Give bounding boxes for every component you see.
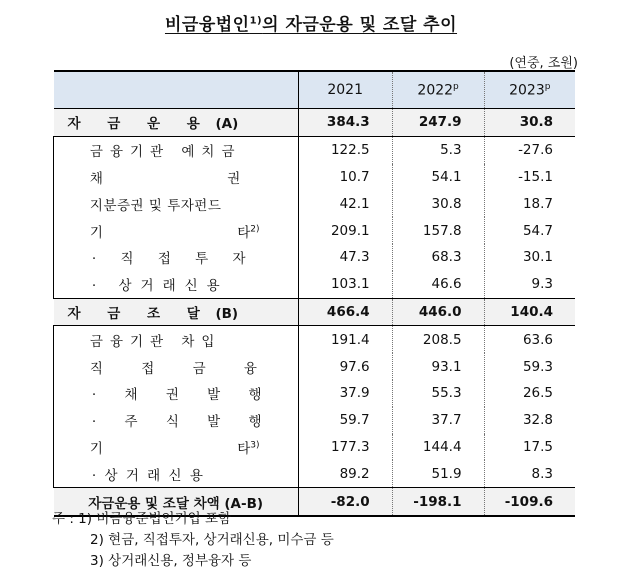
- table-row: · 직 접 투 자 47.3 68.3 30.1: [54, 244, 576, 271]
- footnote-3: 3) 상거래신용, 정부융자 등: [90, 553, 252, 569]
- header-2023: 2023$^p$: [484, 71, 575, 109]
- table-row: 기 타$^{3)}$ 177.3 144.4 17.5: [54, 434, 576, 461]
- row-label: 기 타: [89, 224, 251, 241]
- row-suffix: (A): [215, 116, 239, 133]
- row-label: · 채 권 발 행: [91, 387, 262, 404]
- title-rest: 의 자금운용 및 조달 추이: [262, 15, 458, 35]
- table-row: · 상 거 래 신 용 89.2 51.9 8.3: [54, 460, 576, 487]
- footnote-2: 2) 현금, 직접투자, 상거래신용, 미수금 등: [90, 532, 334, 548]
- footnote-1: 주 : 1) 비금융준법인기업 포함: [52, 511, 232, 527]
- row-label: 금융기관 예치금: [89, 144, 242, 161]
- row-label: 채 권: [89, 170, 241, 187]
- row-label: 금융기관 차입: [89, 333, 222, 350]
- table-row: 지분증권 및 투자펀드 42.1 30.8 18.7: [54, 190, 576, 217]
- row-label: 자 금 조 달: [67, 305, 211, 322]
- table-row: 채 권 10.7 54.1 -15.1: [54, 164, 576, 191]
- row-label: 지분증권 및 투자펀드: [89, 197, 222, 214]
- row-label: 직 접 금 융: [89, 360, 257, 377]
- header-2021: 2021: [298, 71, 392, 109]
- row-label: 자 금 운 용: [67, 116, 211, 133]
- table-row-total: 자금운용 및 조달 차액 (A-B) -82.0 -198.1 -109.6: [54, 488, 576, 516]
- table-row: 직 접 금 융 97.6 93.1 59.3: [54, 353, 576, 380]
- row-label: · 상 거 래 신 용: [91, 467, 203, 484]
- unit-label: (연중, 조원): [509, 56, 578, 71]
- row-label: 자금운용 및 조달 차액 (A-B): [88, 495, 264, 512]
- table-row: 자 금 조 달 (B) 466.4 446.0 140.4: [54, 298, 576, 326]
- row-suffix: (B): [215, 305, 239, 322]
- table-row: · 채 권 발 행 37.9 55.3 26.5: [54, 380, 576, 407]
- table-row: 금융기관 예치금 122.5 5.3 -27.6: [54, 136, 576, 163]
- footnotes: [52, 509, 334, 572]
- flow-of-funds-table: [53, 70, 575, 517]
- table-row: 금융기관 차입 191.4 208.5 63.6: [54, 326, 576, 353]
- page-title: [0, 10, 622, 35]
- table-row: · 상거래신용 103.1 46.6 9.3: [54, 271, 576, 298]
- row-label: 기 타: [89, 440, 251, 457]
- table-row: · 주 식 발 행 59.7 37.7 32.8: [54, 407, 576, 434]
- table-row: 기 타$^{2)}$ 209.1 157.8 54.7: [54, 217, 576, 244]
- title-text: 비금융법인: [164, 15, 250, 35]
- row-label: · 상거래신용: [91, 278, 229, 295]
- row-label: · 주 식 발 행: [91, 414, 262, 431]
- row-label: · 직 접 투 자: [91, 251, 246, 268]
- table-header: [54, 71, 576, 109]
- header-2022: 2022$^p$: [392, 71, 484, 109]
- title-sup: 1): [249, 15, 263, 27]
- table-row: 자 금 운 용 (A) 384.3 247.9 30.8: [54, 109, 576, 137]
